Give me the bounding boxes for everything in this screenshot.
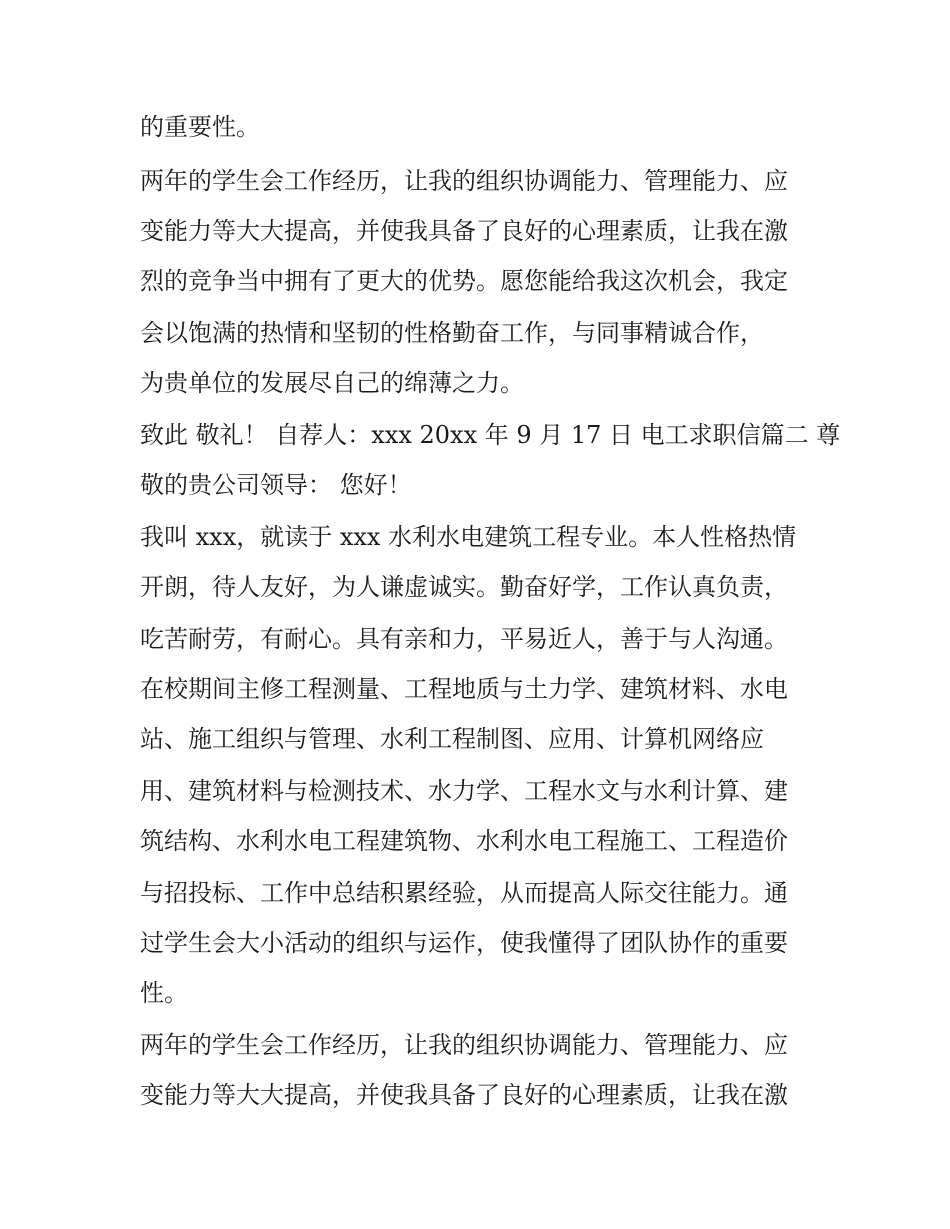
text-line: 变能力等大大提高，并使我具备了良好的心理素质，让我在激: [140, 217, 788, 245]
text-line: 会以饱满的热情和坚韧的性格勤奋工作，与同事精诚合作，: [140, 319, 764, 347]
text-line: 致此 敬礼！ 自荐人：xxx 20xx 年 9 月 17 日 电工求职信篇二 尊: [140, 421, 841, 449]
text-line: 吃苦耐劳，有耐心。具有亲和力，平易近人，善于与人沟通。: [140, 625, 788, 653]
text-line: 两年的学生会工作经历，让我的组织协调能力、管理能力、应: [140, 1031, 788, 1059]
text-line: 开朗，待人友好，为人谦虚诚实。勤奋好学，工作认真负责，: [140, 573, 788, 601]
text-line: 用、建筑材料与检测技术、水力学、工程水文与水利计算、建: [140, 777, 788, 805]
text-line: 与招投标、工作中总结积累经验，从而提高人际交往能力。通: [140, 879, 788, 907]
text-line: 在校期间主修工程测量、工程地质与土力学、建筑材料、水电: [140, 675, 788, 703]
text-line: 变能力等大大提高，并使我具备了良好的心理素质，让我在激: [140, 1081, 788, 1109]
text-line: 的重要性。: [140, 113, 260, 141]
text-line: 两年的学生会工作经历，让我的组织协调能力、管理能力、应: [140, 167, 788, 195]
text-line: 为贵单位的发展尽自己的绵薄之力。: [140, 369, 524, 397]
text-line: 性。: [140, 979, 188, 1007]
text-line: 我叫 xxx，就读于 xxx 水利水电建筑工程专业。本人性格热情: [140, 523, 797, 551]
text-line: 站、施工组织与管理、水利工程制图、应用、计算机网络应: [140, 725, 764, 753]
text-line: 敬的贵公司领导： 您好！: [140, 471, 412, 499]
text-line: 烈的竞争当中拥有了更大的优势。愿您能给我这次机会，我定: [140, 267, 788, 295]
text-line: 筑结构、水利水电工程建筑物、水利水电工程施工、工程造价: [140, 827, 788, 855]
text-line: 过学生会大小活动的组织与运作，使我懂得了团队协作的重要: [140, 929, 788, 957]
